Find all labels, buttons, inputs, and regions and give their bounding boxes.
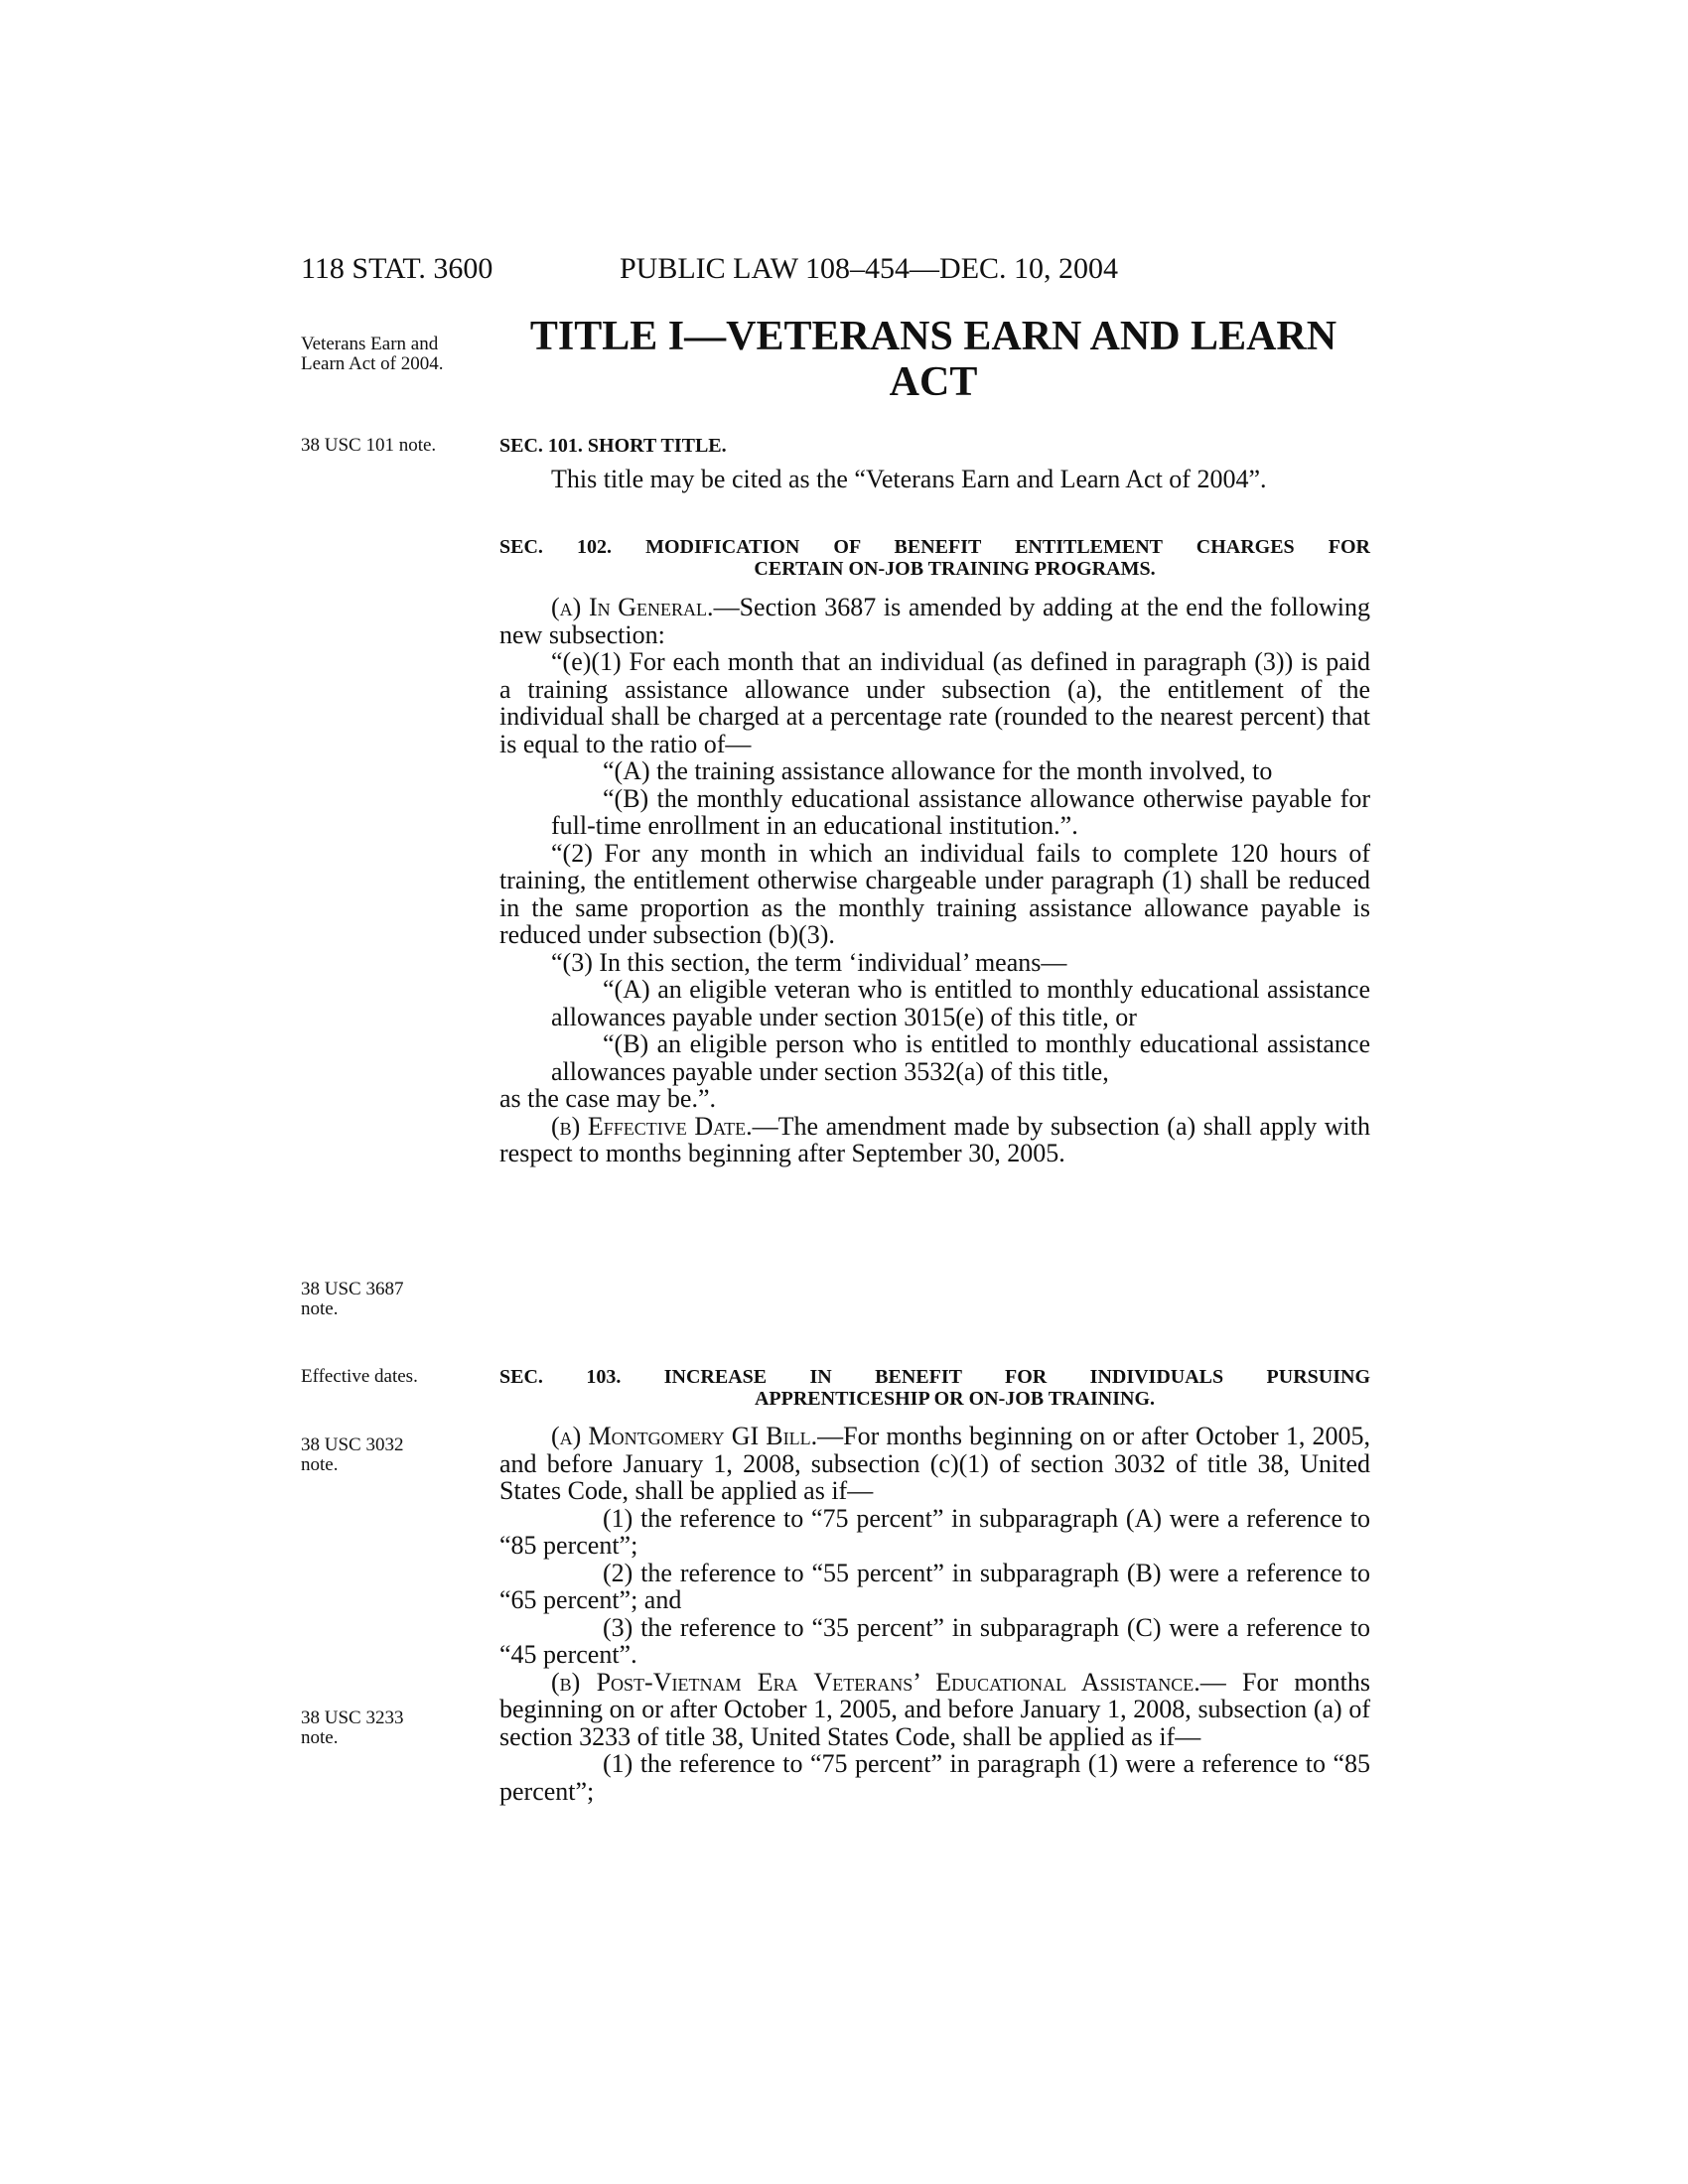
sec-103-heading-line-1: SEC. 103. INCREASE IN BENEFIT FOR INDIVIDUALS PURSUING	[499, 1366, 1370, 1388]
sec-103-a-2: (2) the reference to “55 percent” in subparagraph (B) were a reference to “65 percent”; and	[499, 1558, 1370, 1614]
title-line-1: TITLE I—VETERANS EARN AND LEARN	[529, 314, 1337, 359]
sec-102-e1-B: “(B) the monthly educational assistance allowance otherwise payable for full-time enrollment in an educational institution.”.	[551, 783, 1370, 840]
margin-note-usc3032: 38 USC 3032 note.	[301, 1434, 404, 1475]
sec-103-a-1: (1) the reference to “75 percent” in subparagraph (A) were a reference to “85 percent”;	[499, 1503, 1370, 1560]
sec-102-e2: “(2) For any month in which an individual fails to complete 120 hours of training, the entitlement otherwise chargeable under paragraph (1) shall be reduced in the same proportion as the monthly training assistance allowance payable is reduced under subsection (b)(3).	[499, 838, 1370, 949]
running-header: PUBLIC LAW 108–454—DEC. 10, 2004	[620, 252, 1119, 285]
sec-102-e3-B: “(B) an eligible person who is entitled to monthly educational assistance allowances payable under section 3532(a) of this title,	[551, 1029, 1370, 1086]
sec-103-a-text: —For months beginning on or after October 1, 2005, and before January 1, 2008, subsection (c)(1) of section 3032 of title 38, United States Code, shall be applied as if—	[499, 1422, 1370, 1505]
sec-103-heading	[499, 1366, 1370, 1410]
sec-101-body	[499, 466, 1370, 493]
sec-102-e3: “(3) In this section, the term ‘individual’ means—	[551, 947, 1067, 977]
sec-103-b-1: (1) the reference to “75 percent” in paragraph (1) were a reference to “85 percent”;	[499, 1749, 1370, 1806]
sec-103-subsection-b	[499, 1669, 1370, 1751]
sec-103-subsection-a	[499, 1423, 1370, 1505]
sec-103-body	[499, 1423, 1370, 1805]
margin-note-usc3233: 38 USC 3233 note.	[301, 1707, 404, 1748]
sec-102-body	[499, 594, 1370, 1167]
sec-102-b-text: —The amendment made by subsection (a) shall apply with respect to months beginning after September 30, 2005.	[499, 1111, 1370, 1167]
sec-102-b-label: (b) Effective Date.	[551, 1111, 753, 1141]
sec-102-case-clause: as the case may be.”.	[499, 1084, 717, 1113]
sec-103-b-label: (b) Post-Vietnam Era Veterans’ Educational Assistance.	[551, 1667, 1200, 1697]
sec-102-heading-line-2: CERTAIN ON-JOB TRAINING PROGRAMS.	[754, 558, 1156, 580]
sec-102-heading-line-1: SEC. 102. MODIFICATION OF BENEFIT ENTITLEMENT CHARGES FOR	[499, 536, 1370, 558]
sec-102-e1: “(e)(1) For each month that an individual (as defined in paragraph (3)) is paid a training assistance allowance under subsection (a), the entitlement of the individual shall be charged at a percentage rate (rounded to the nearest percent) that is equal to the ratio of—	[499, 647, 1370, 758]
sec-102-heading	[499, 536, 1370, 580]
sec-102-e1-A: “(A) the training assistance allowance for the month involved, to	[603, 756, 1273, 785]
sec-101-heading: SEC. 101. SHORT TITLE.	[499, 435, 727, 457]
title-line-2: ACT	[889, 359, 978, 405]
sec-103-heading-line-2: APPRENTICESHIP OR ON-JOB TRAINING.	[754, 1388, 1156, 1410]
sec-102-e3-A: “(A) an eligible veteran who is entitled to monthly educational assistance allowances payable under section 3015(e) of this title, or	[551, 975, 1370, 1031]
sec-103-a-3: (3) the reference to “35 percent” in subparagraph (C) were a reference to “45 percent”.	[499, 1612, 1370, 1669]
page-stat-number: 118 STAT. 3600	[301, 252, 493, 285]
margin-note-usc101: 38 USC 101 note.	[301, 435, 437, 456]
sec-101-text: This title may be cited as the “Veterans Earn and Learn Act of 2004”.	[551, 465, 1267, 493]
sec-103-b-text: — For months beginning on or after October 1, 2005, and before January 1, 2008, subsection (a) of section 3233 of title 38, United States Code, shall be applied as if—	[499, 1667, 1370, 1751]
sec-102-subsection-a	[499, 594, 1370, 648]
margin-note-short-title: Veterans Earn and Learn Act of 2004.	[301, 334, 444, 374]
title-heading	[496, 314, 1370, 405]
sec-102-a-label: (a) In General.	[551, 593, 714, 621]
margin-note-usc3687: 38 USC 3687 note.	[301, 1279, 404, 1319]
sec-103-a-label: (a) Montgomery GI Bill.	[551, 1422, 818, 1450]
margin-note-effective-dates: Effective dates.	[301, 1366, 418, 1387]
sec-102-a-text: —Section 3687 is amended by adding at the end the following new subsection:	[499, 593, 1370, 649]
sec-102-subsection-b	[499, 1113, 1370, 1167]
